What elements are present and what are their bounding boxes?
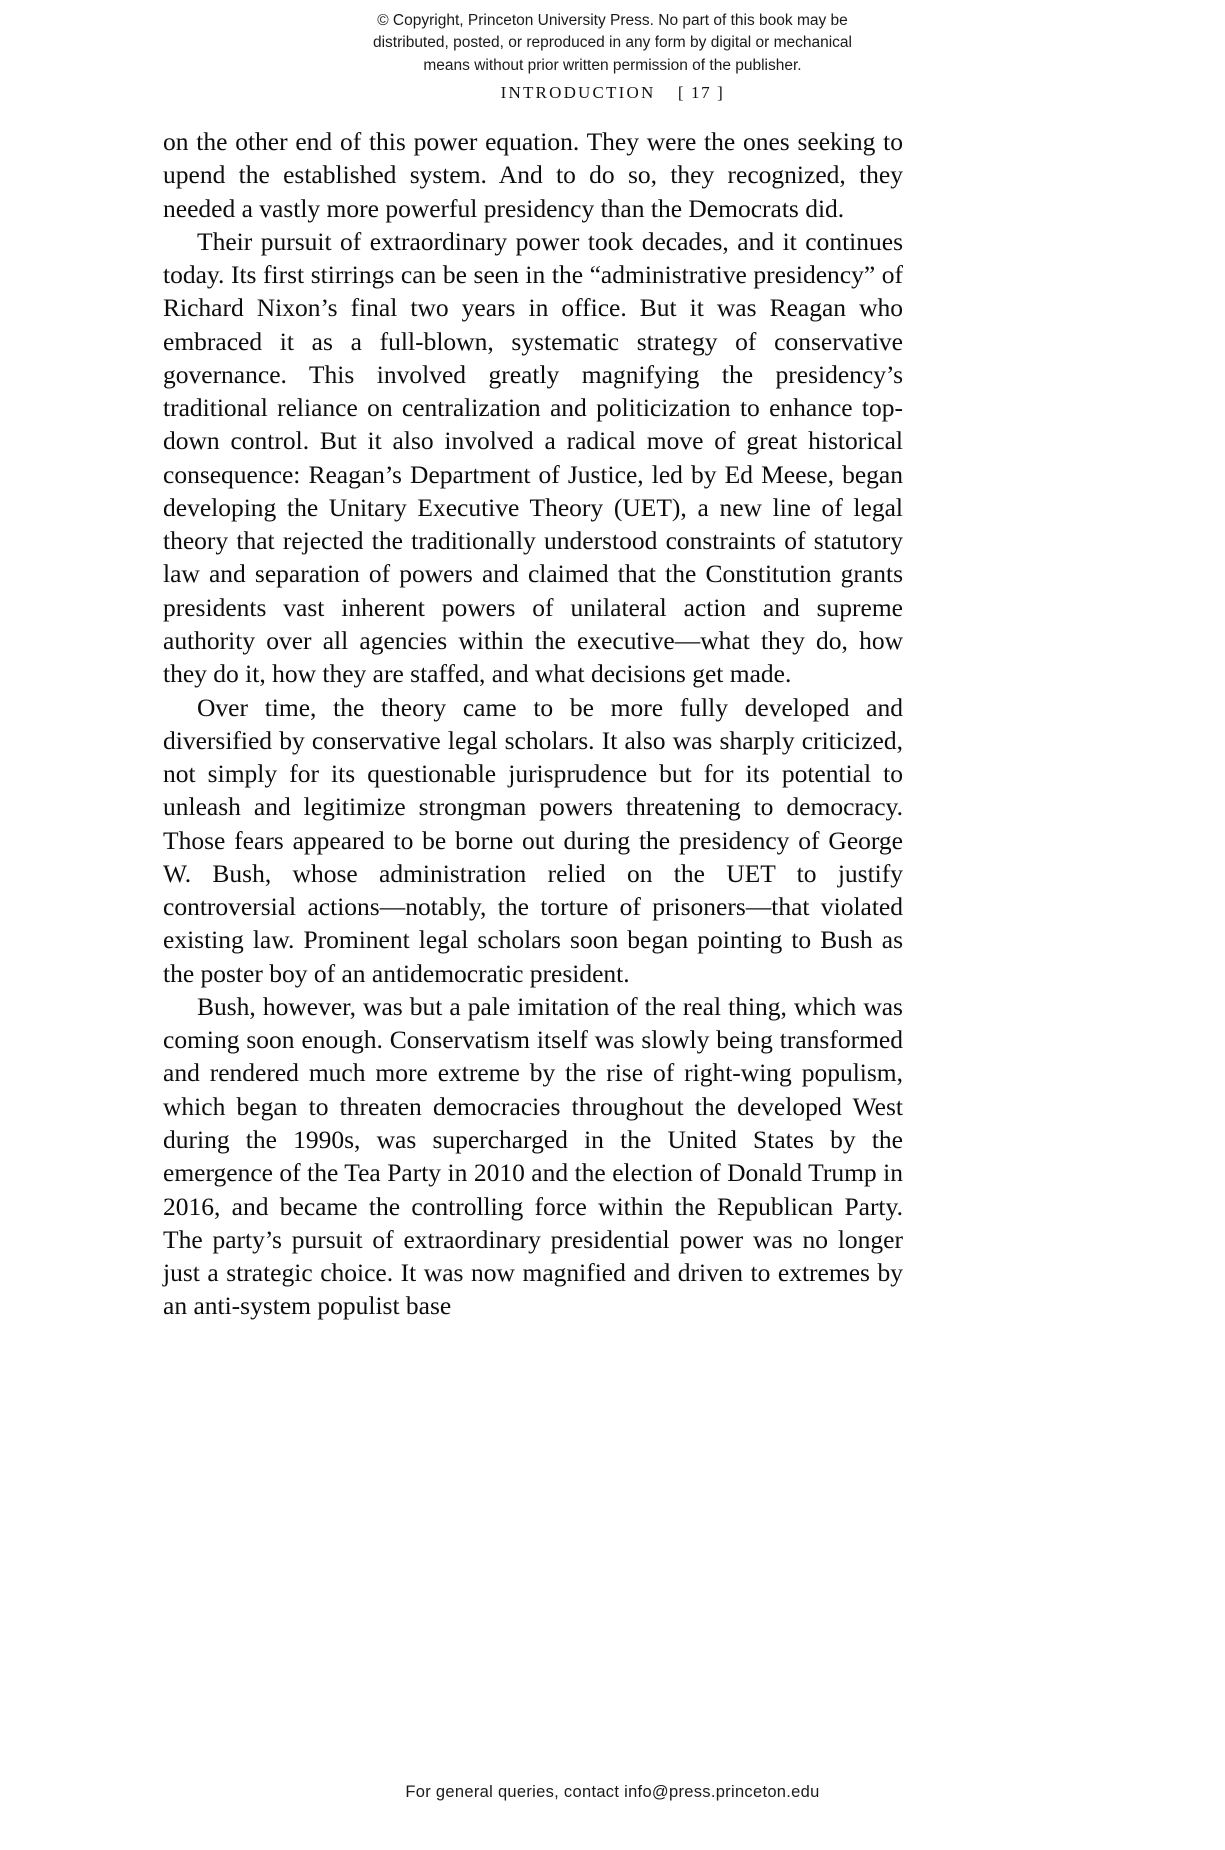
copyright-line-2: distributed, posted, or reproduced in any form by digital or mechanical [372,34,853,52]
page-folio: [ 17 ] [677,83,725,102]
paragraph: Over time, the theory came to be more fully developed and diversified by conservative legal scholars. It also was sharply criticized, not simply for its questionable jurisprudence but for its potential to unleash and legitimize strongman powers threatening to democracy. Those fears appeared to be borne out during the presidency of George W. Bush, whose administration relied on the UET to justify controversial actions—notably, the torture of prisoners—that violated existing law. Prominent legal scholars soon began pointing to Bush as the poster boy of an antidemocratic president. [163,692,903,988]
paragraph: Their pursuit of extraordinary power took decades, and it continues today. Its first stirrings can be seen in the “administrative presidency” of Richard Nixon’s final two years in office. But it was Reagan who embraced it as a full-blown, systematic strategy of conservative governance. This involved greatly magnifying the presidency’s traditional reliance on centralization and politicization to enhance top-down control. But it also involved a radical move of great historical consequence: Reagan’s Department of Justice, led by Ed Meese, began developing the Unitary Executive Theory (UET), a new line of legal theory that rejected the traditionally understood constraints of statutory law and separation of powers and claimed that the Constitution grants presidents vast inherent powers of unilateral action and supreme authority over all agencies within the executive—what they do, how they do it, how they are staffed, and what decisions get made. [163,226,903,689]
paragraph: Bush, however, was but a pale imitation of the real thing, which was coming soon enough. Conservatism itself was slowly being transformed and rendered much more extreme by the rise of right-wing populism, which began to threaten democracies throughout the developed West during the 1990s, was supercharged in the United States by the emergence of the Tea Party in 2010 and the election of Donald Trump in 2016, and became the controlling force within the Republican Party. The party’s pursuit of extraordinary presidential power was no longer just a strategic choice. It was now magnified and driven to extremes by an anti-system populist base [163,991,903,1321]
running-head-section: INTRODUCTION [500,83,656,102]
paragraph: on the other end of this power equation. They were the ones seeking to upend the established system. And to do so, they recognized, they needed a vastly more powerful presidency than the Democrats did. [163,127,903,223]
footer-queries-note: For general queries, contact info@press.princeton.edu [405,1783,820,1801]
page-body [163,125,903,1323]
copyright-notice [0,10,1225,77]
running-head [0,83,1225,103]
copyright-line-1: © Copyright, Princeton University Press. No part of this book may be [377,12,848,29]
copyright-line-3: means without prior written permission of the publisher. [423,56,802,74]
